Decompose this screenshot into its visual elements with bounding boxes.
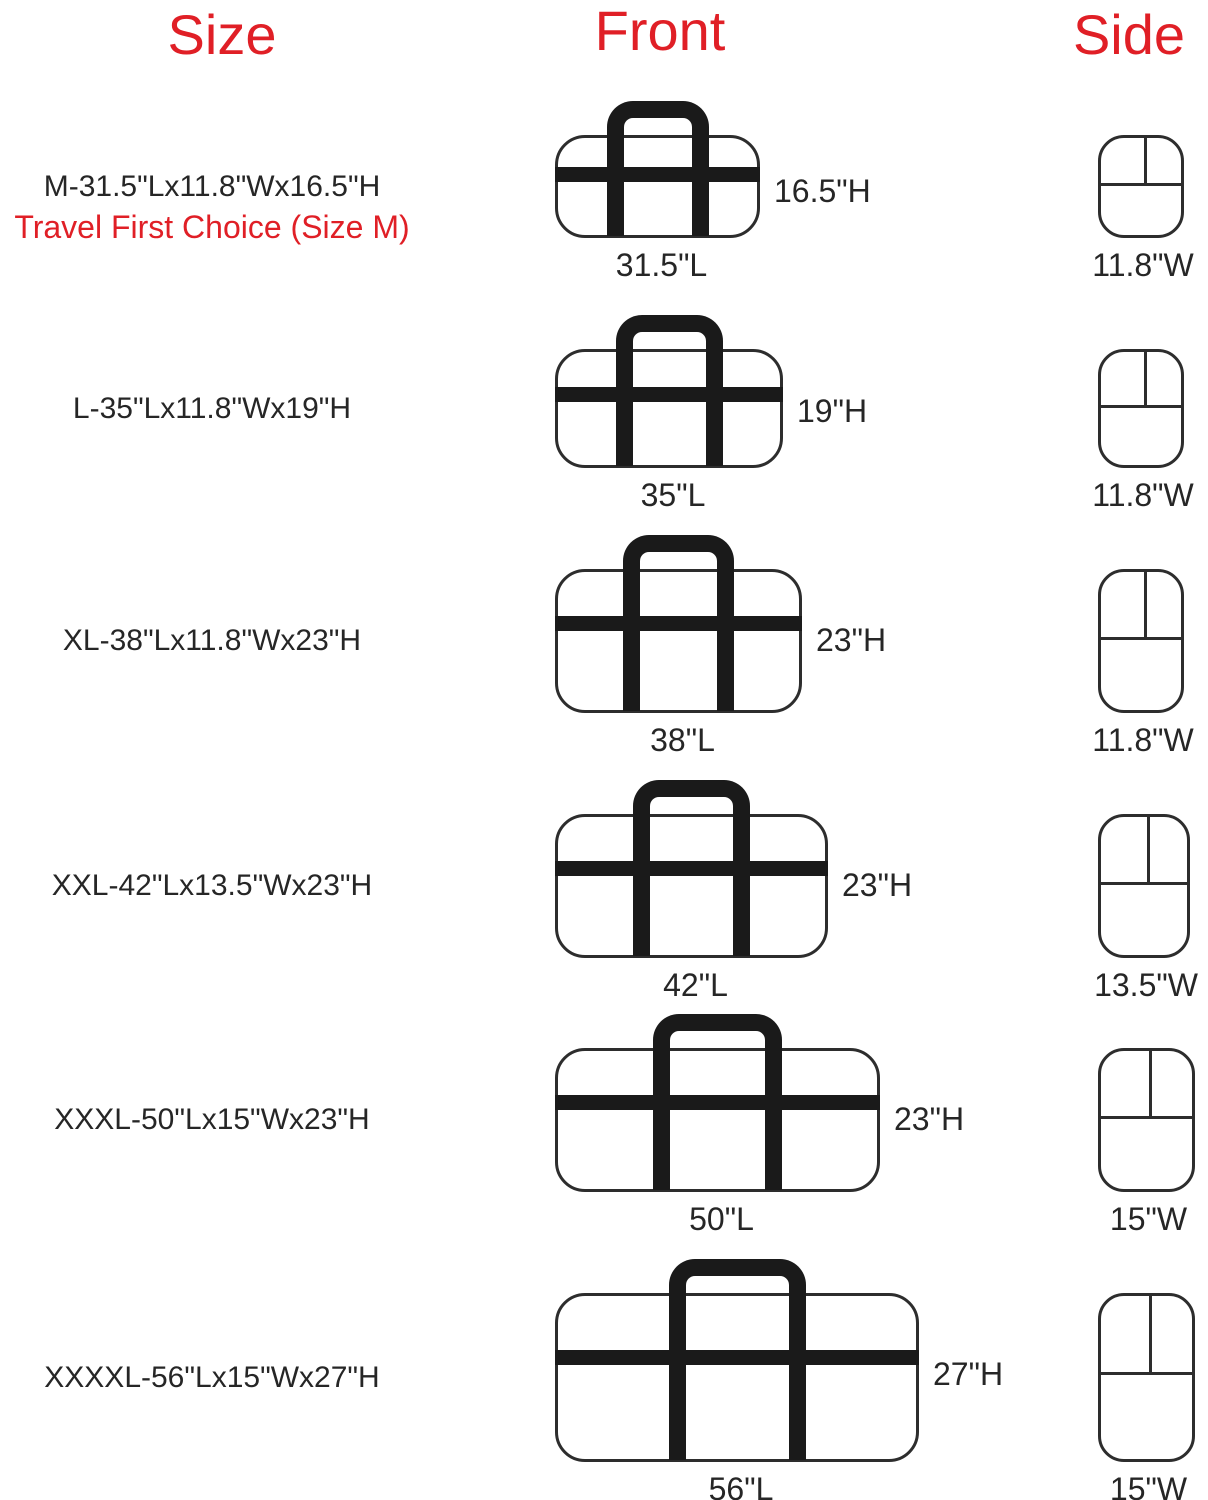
side-width-label: 11.8"W bbox=[1092, 722, 1194, 758]
front-height-label: 16.5"H bbox=[774, 173, 871, 209]
size-dimensions-label: XXXXL-56"Lx15"Wx27"H bbox=[44, 1360, 380, 1394]
side-vertical-divider bbox=[1149, 1050, 1152, 1116]
bag-handle-icon bbox=[623, 535, 734, 585]
front-height-label: 23"H bbox=[894, 1101, 965, 1137]
bag-handle-left-strap bbox=[607, 143, 624, 236]
side-horizontal-divider bbox=[1098, 183, 1184, 186]
side-horizontal-divider bbox=[1098, 637, 1184, 640]
bag-handle-right-strap bbox=[706, 357, 723, 466]
front-height-label: 23"H bbox=[816, 622, 887, 658]
side-column-header: Side bbox=[1072, 3, 1186, 66]
bag-handle-right-strap bbox=[789, 1301, 806, 1460]
bag-horizontal-strap bbox=[555, 387, 783, 402]
side-width-label: 11.8"W bbox=[1092, 477, 1194, 513]
bag-handle-right-strap bbox=[692, 143, 709, 236]
side-vertical-divider bbox=[1144, 137, 1147, 183]
side-body-outline bbox=[1098, 1293, 1195, 1462]
bag-body-outline bbox=[555, 1048, 880, 1192]
side-body-outline bbox=[1098, 135, 1184, 238]
bag-handle-left-strap bbox=[623, 577, 640, 711]
front-length-label: 42"L bbox=[663, 967, 728, 1003]
side-horizontal-divider bbox=[1098, 405, 1184, 408]
front-height-label: 27"H bbox=[933, 1356, 1004, 1392]
bag-handle-right-strap bbox=[765, 1056, 782, 1190]
bag-horizontal-strap bbox=[555, 1350, 919, 1365]
bag-body-outline bbox=[555, 1293, 919, 1462]
bag-handle-left-strap bbox=[633, 822, 650, 956]
side-horizontal-divider bbox=[1098, 1372, 1195, 1375]
side-width-label: 13.5"W bbox=[1094, 967, 1198, 1003]
size-dimensions-label: XXXL-50"Lx15"Wx23"H bbox=[54, 1103, 370, 1136]
size-column-header: Size bbox=[167, 3, 277, 66]
front-length-label: 50"L bbox=[689, 1201, 754, 1237]
size-name-label: Travel First Choice (Size M) bbox=[14, 208, 410, 245]
bag-handle-right-strap bbox=[717, 577, 734, 711]
side-vertical-divider bbox=[1147, 816, 1150, 882]
front-length-label: 35"L bbox=[640, 477, 706, 513]
bag-handle-left-strap bbox=[669, 1301, 686, 1460]
side-body-outline bbox=[1098, 1048, 1195, 1192]
size-dimensions-label: XL-38"Lx11.8"Wx23"H bbox=[62, 624, 362, 657]
size-dimensions-label: M-31.5"Lx11.8"Wx16.5"H bbox=[43, 169, 381, 203]
side-horizontal-divider bbox=[1098, 1116, 1195, 1119]
size-dimensions-label: XXL-42"Lx13.5"Wx23"H bbox=[51, 869, 373, 902]
side-body-outline bbox=[1098, 814, 1190, 958]
bag-handle-icon bbox=[633, 780, 750, 830]
front-height-label: 23"H bbox=[842, 867, 913, 903]
bag-handle-icon bbox=[653, 1014, 782, 1064]
bag-handle-icon bbox=[669, 1259, 806, 1309]
front-length-label: 56"L bbox=[708, 1471, 774, 1500]
bag-horizontal-strap bbox=[555, 616, 802, 631]
bag-handle-icon bbox=[607, 101, 709, 151]
bag-body-outline bbox=[555, 814, 828, 958]
bag-handle-right-strap bbox=[733, 822, 750, 956]
front-length-label: 31.5"L bbox=[615, 247, 708, 283]
side-body-outline bbox=[1098, 569, 1184, 713]
side-width-label: 11.8"W bbox=[1092, 247, 1194, 283]
bag-horizontal-strap bbox=[555, 167, 760, 182]
side-vertical-divider bbox=[1149, 1295, 1152, 1372]
bag-body-outline bbox=[555, 349, 783, 468]
bag-handle-left-strap bbox=[616, 357, 633, 466]
front-column-header: Front bbox=[594, 0, 726, 62]
side-width-label: 15"W bbox=[1109, 1471, 1188, 1500]
front-length-label: 38"L bbox=[650, 722, 715, 758]
bag-handle-left-strap bbox=[653, 1056, 670, 1190]
bag-horizontal-strap bbox=[555, 1095, 880, 1110]
bag-horizontal-strap bbox=[555, 861, 828, 876]
side-width-label: 15"W bbox=[1109, 1201, 1188, 1237]
bag-handle-icon bbox=[616, 315, 723, 365]
size-dimensions-label: L-35"Lx11.8"Wx19"H bbox=[72, 391, 352, 425]
side-vertical-divider bbox=[1144, 351, 1147, 405]
front-height-label: 19"H bbox=[797, 393, 868, 429]
bag-body-outline bbox=[555, 569, 802, 713]
side-body-outline bbox=[1098, 349, 1184, 468]
side-horizontal-divider bbox=[1098, 882, 1190, 885]
side-vertical-divider bbox=[1144, 571, 1147, 637]
